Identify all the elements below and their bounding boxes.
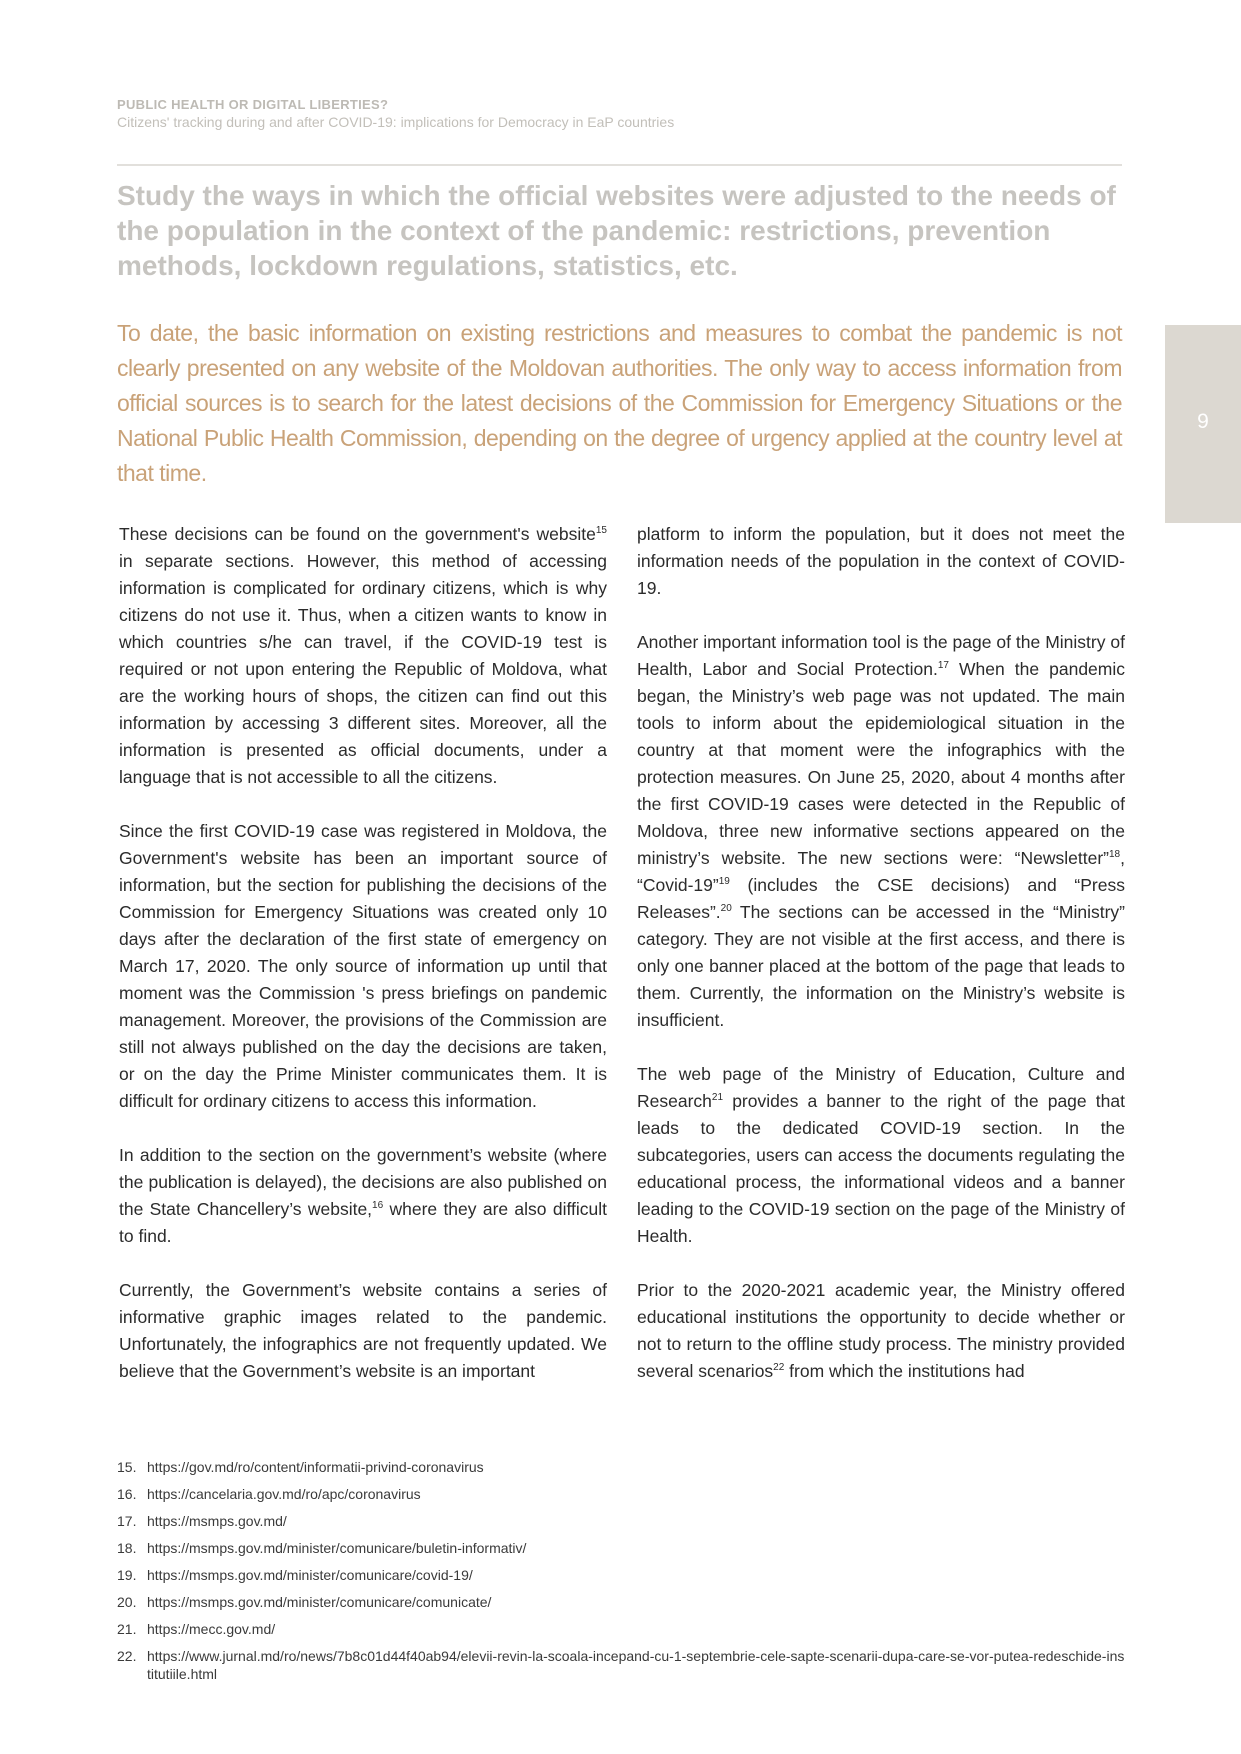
footnote <box>117 1458 1127 1476</box>
paragraph: The web page of the Ministry of Education, Culture and Research$^{21}$ provides a banner to the right of the page that leads to the dedicated COVID-19 section. In the subcategories, users can access the documents regulating the educational process, the informational videos and a banner leading to the COVID-19 section on the page of the Ministry of Health. <box>637 1064 1125 1246</box>
section-heading: Study the ways in which the official websites were adjusted to the needs of the population in the context of the pandemic: restrictions, prevention methods, lockdown regulations, statistics, etc. <box>117 180 1116 281</box>
footnote-ref[interactable]: 17 <box>937 660 949 672</box>
paragraph: These decisions can be found on the government's website$^{15}$ in separate sections. However, this method of accessing information is complicated for ordinary citizens, which is why citizens do not use it. Thus, when a citizen wants to know in which countries s/he can travel, if the COVID-19 test is required or not upon entering the Republic of Moldova, what are the working hours of shops, the citizen can find out this information by accessing 3 different sites. Moreover, all the information is presented as official documents, under a language that is not accessible to all the citizens. <box>119 524 607 787</box>
header-divider <box>117 164 1122 166</box>
footnote-number: 17. <box>117 1513 137 1529</box>
paragraph: Prior to the 2020-2021 academic year, the Ministry offered educational institutions the opportunity to decide whether or not to return to the offline study process. The ministry provided several scenarios$^{22}$ from which the institutions had <box>637 1280 1125 1381</box>
footnote <box>117 1485 1127 1503</box>
footnote-link[interactable]: https://www.jurnal.md/ro/news/7b8c01d44f40ab94/elevii-revin-la-scoala-incepand-cu-1-septembrie-cele-sapte-scenarii-dupa-care-se-vor-putea-redeschide-institutiile.html <box>147 1648 1125 1682</box>
footnote <box>117 1620 1127 1638</box>
footnote-link[interactable]: https://msmps.gov.md/minister/comunicare/covid-19/ <box>147 1567 473 1583</box>
footnote-link[interactable]: https://msmps.gov.md/ <box>147 1513 287 1529</box>
page-number: 9 <box>1197 410 1209 433</box>
footnote-ref[interactable]: 20 <box>720 903 732 915</box>
footnote-number: 20. <box>117 1594 137 1610</box>
footnote-ref[interactable]: 15 <box>595 525 607 537</box>
footnote-link[interactable]: https://gov.md/ro/content/informatii-privind-coronavirus <box>147 1459 484 1475</box>
report-title: PUBLIC HEALTH OR DIGITAL LIBERTIES? <box>117 97 389 112</box>
footnotes <box>117 1458 1127 1692</box>
footnote-ref[interactable]: 21 <box>711 1092 724 1104</box>
paragraph: Another important information tool is the page of the Ministry of Health, Labor and Social Protection.$^{17}$ When the pandemic began, the Ministry’s web page was not updated. The main tools to inform about the epidemiological situation in the country at that moment were the infographics with the protection measures. On June 25, 2020, about 4 months after the first COVID-19 cases were detected in the Republic of Moldova, three new informative sections appeared on the ministry’s website. The new sections were: “Newsletter”$^{18}$, “Covid-19”$^{19}$ (includes the CSE decisions) and “Press Releases”.$^{20}$ The sections can be accessed in the “Ministry” category. They are not visible at the first access, and there is only one banner placed at the bottom of the page that leads to them. Currently, the information on the Ministry’s website is insufficient. <box>637 632 1126 1030</box>
footnote-link[interactable]: https://msmps.gov.md/minister/comunicare/comunicate/ <box>147 1594 492 1610</box>
footnote <box>117 1539 1127 1557</box>
right-column <box>637 521 1125 1412</box>
footnote-number: 15. <box>117 1459 137 1475</box>
footnote <box>117 1593 1127 1611</box>
page-number-tab <box>1165 325 1241 523</box>
footnote-ref[interactable]: 18 <box>1109 849 1121 861</box>
footnote-number: 21. <box>117 1621 137 1637</box>
footnote-ref[interactable]: 16 <box>372 1200 384 1212</box>
paragraph: platform to inform the population, but it does not meet the information needs of the population in the context of COVID-19. <box>637 524 1125 598</box>
lead-paragraph: To date, the basic information on existing restrictions and measures to combat the pandemic is not clearly presented on any website of the Moldovan authorities. The only way to access information from official sources is to search for the latest decisions of the Commission for Emergency Situations or the National Public Health Commission, depending on the degree of urgency applied at the country level at that time. <box>117 320 1122 486</box>
left-column <box>119 521 607 1412</box>
footnote-link[interactable]: https://mecc.gov.md/ <box>147 1621 276 1637</box>
footnote <box>117 1647 1127 1683</box>
footnote-ref[interactable]: 19 <box>718 876 730 888</box>
footnote-number: 16. <box>117 1486 137 1502</box>
footnote <box>117 1512 1127 1530</box>
footnote-number: 19. <box>117 1567 137 1583</box>
footnote-number: 18. <box>117 1540 137 1556</box>
footnote-link[interactable]: https://msmps.gov.md/minister/comunicare/buletin-informativ/ <box>147 1540 527 1556</box>
report-subtitle: Citizens' tracking during and after COVID-19: implications for Democracy in EaP countries <box>117 114 675 130</box>
paragraph: In addition to the section on the government’s website (where the publication is delayed), the decisions are also published on the State Chancellery’s website,$^{16}$ where they are also difficult to find. <box>119 1145 607 1246</box>
paragraph: Since the first COVID-19 case was registered in Moldova, the Government's website has been an important source of information, but the section for publishing the decisions of the Commission for Emergency Situations was created only 10 days after the declaration of the first state of emergency on March 17, 2020. The only source of information up until that moment was the Commission 's press briefings on pandemic management. Moreover, the provisions of the Commission are still not always published on the day the decisions are taken, or on the day the Prime Minister communicates them. It is difficult for ordinary citizens to access this information. <box>119 821 607 1111</box>
footnote <box>117 1566 1127 1584</box>
footnote-link[interactable]: https://cancelaria.gov.md/ro/apc/coronavirus <box>147 1486 421 1502</box>
running-header <box>117 97 1117 130</box>
footnote-ref[interactable]: 22 <box>773 1362 785 1374</box>
paragraph: Currently, the Government’s website contains a series of informative graphic images related to the pandemic. Unfortunately, the infographics are not frequently updated. We believe that the Government’s website is an important <box>119 1280 607 1381</box>
footnote-number: 22. <box>117 1648 137 1664</box>
